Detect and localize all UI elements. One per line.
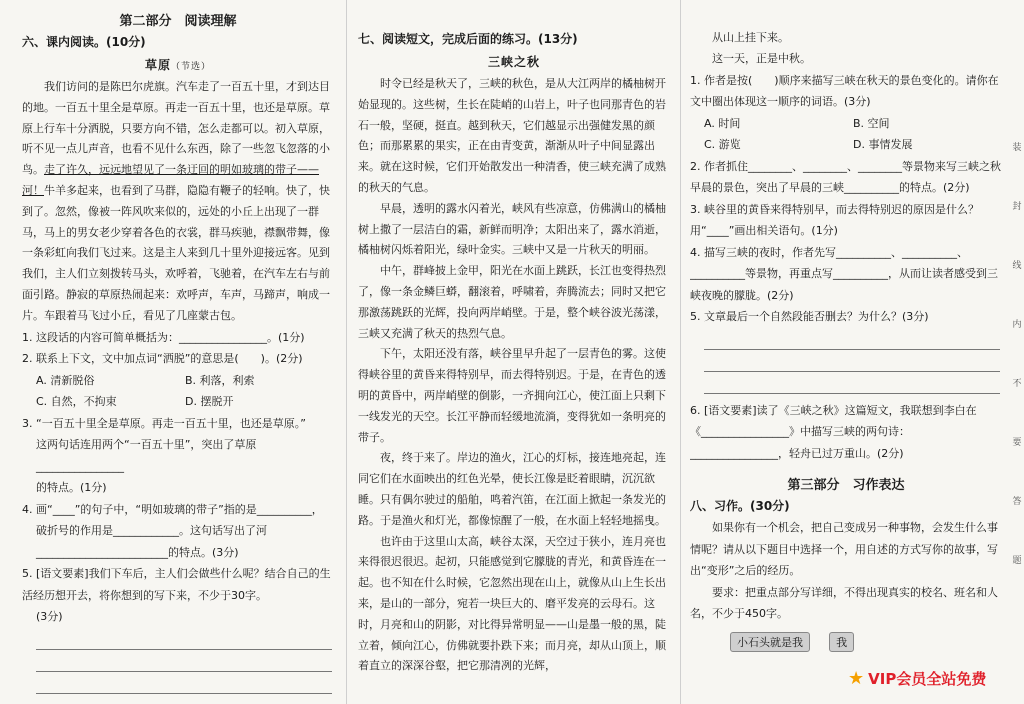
gorges-question-1: 1. 作者是按( )顺序来描写三峡在秋天的景色变化的。请你在文中圈出体现这一顺序的词语。(3分) (690, 73, 999, 109)
essay-topic-list (690, 631, 1002, 652)
question-1: 1. 这段话的内容可简单概括为：________________。(1分) (22, 330, 305, 344)
gorges-question-6: 6. [语文要素]读了《三峡之秋》这篇短文，我联想到李白在《________________》中描写三峡的两句诗：________________，轻舟已过万重山。(2分) (690, 403, 977, 460)
column-middle (358, 0, 670, 704)
gorges-question-3: 3. 峡谷里的黄昏来得特别早，而去得特别迟的原因是什么？用“____”画出相关语句。(1分) (690, 202, 979, 238)
story-title-grassland (22, 56, 334, 73)
margin-char: 要 (1012, 438, 1022, 448)
essay-prompt: 如果你有一个机会，把自己变成另一种事物，会发生什么事情呢？请从以下题目中选择一个，用自述的方式写你的故事，写出“变形”之后的经历。 (690, 521, 998, 578)
passage-end: 从山上挂下来。 (712, 31, 789, 44)
column-left (22, 0, 334, 704)
question-5: 5. [语文要素]我们下车后，主人们会做些什么呢？结合自己的生活经历想开去，将你想到的写下来，不少于30字。 (22, 567, 331, 602)
question-4-line-3: ________________________的特点。(3分) (36, 545, 239, 559)
option-a[interactable]: A. 清新脱俗 (36, 373, 95, 387)
answer-line[interactable] (704, 328, 1000, 350)
option-b[interactable]: B. 利落，利索 (185, 373, 255, 387)
margin-char: 封 (1012, 202, 1022, 212)
story-title-note: （节选） (171, 62, 212, 72)
part-two-title: 第二部分 阅读理解 (119, 14, 237, 29)
question-3-line-1: 3. “一百五十里全是草原。再走一百五十里，也还是草原。” (22, 416, 306, 430)
question-5-points: (3分) (36, 610, 63, 624)
vip-watermark-text: VIP会员全站免费 (868, 670, 987, 688)
question-3-line-3: 的特点。(1分) (36, 481, 107, 495)
column-divider (680, 0, 681, 704)
gorges-paragraph: 夜，终于来了。岸边的渔火，江心的灯标，接连地亮起，连同它们在水面映出的红色光晕，使长江像是眨着眼睛，沉沉欲睡。只有偶尔驶过的船舶，鸣着汽笛，在江面上掀起一条发光的路。于是渔火和灯光，都像惊醒了一般，在水面上轻轻地摇曳。 (358, 451, 666, 527)
essay-topic-chip[interactable]: 小石头就是我 (730, 632, 810, 652)
option-d[interactable]: D. 事情发展 (853, 138, 913, 152)
section-seven-label: 七、阅读短文，完成后面的练习。(13分) (358, 32, 578, 46)
answer-line[interactable] (36, 650, 332, 672)
part-three-title: 第三部分 习作表达 (787, 478, 905, 494)
column-divider (346, 0, 347, 704)
option-a[interactable]: A. 时间 (704, 116, 741, 130)
gorges-paragraph: 时令已经是秋天了，三峡的秋色，是从大江两岸的橘柚树开始显现的。这些树，生长在陡峭的山岩上，叶子也同那青色的岩石一般，坚硬，挺直。越到秋天，它们越显示出强健发黑的颜色；而那累累的果实，正在由青变黄，渐渐从叶子中间显露出来。就在这时候，它们开始散发出一种清香，使三峡充满了成熟的秋天的气息。 (358, 77, 666, 194)
question-3-line-2: 这两句话连用两个“一百五十里”，突出了草原________________ (36, 438, 257, 473)
passage-text-before: 我们访问的是陈巴尔虎旗。汽车走了一百五十里，才到达目的地。一百五十里全是草原。再走一百五十里，也还是草原。草原上行车十分洒脱，只要方向不错，怎么走都可以。初入草原，听不见一点儿声音，也看不见什么东西，除了一些忽飞忽落的小鸟。 (22, 80, 330, 177)
story-title-three-gorges: 三峡之秋 (487, 55, 540, 69)
essay-topic-chip[interactable]: 我 (829, 632, 854, 652)
margin-char: 装 (1012, 143, 1022, 153)
gorges-paragraph: 中午，群峰披上金甲，阳光在水面上跳跃，长江也变得热烈了，像一条金鳞巨蟒，翻滚着，呼啸着，奔腾流去；同时又把它那激荡跳跃的光辉，投向两岸峭壁。于是，整个峡谷波光荡漾，三峡又充满了秋天的热烈气息。 (358, 264, 666, 340)
question-2-options (22, 370, 334, 413)
question-4-line-1: 4. 画“____”的句子中，“明如玻璃的带子”指的是__________， (22, 502, 323, 516)
gorges-paragraph: 早晨，透明的露水闪着光，峡风有些凉意，仿佛满山的橘柚树上撒了一层洁白的霜，新鲜而明净；太阳出来了，露水消逝，橘柚树闪烁着阳光，绿叶金实。三峡中又是一片秋天的明丽。 (358, 201, 666, 257)
passage-text-after: 牛羊多起来，也看到了马群，隐隐有鞭子的轻响。快了，快到了。忽然，像被一阵风吹来似的，远处的小丘上出现了一群马，马上的男女老少穿着各色的衣裳，群马疾驰，襟飘带舞，像一条彩虹向我们飞过来。这是主人来到几十里外迎接远客。见到我们，主人们立刻拨转马头，欢呼着，飞驰着，在汽车左右与前面引路。静寂的草原热闹起来：欢呼声，车声，马蹄声，响成一片。车跟着马飞过小丘，看见了几座蒙古包。 (22, 183, 330, 322)
option-d[interactable]: D. 摆脱开 (185, 395, 234, 409)
column-right (690, 0, 1002, 704)
gorges-question-1-options (690, 113, 1002, 156)
question-4-line-2: 破折号的作用是____________。这句话写出了河 (36, 524, 267, 538)
margin-char: 答 (1012, 497, 1022, 507)
margin-char: 不 (1012, 379, 1022, 389)
section-eight-label: 八、习作。(30分) (690, 499, 790, 514)
star-icon: ★ (848, 668, 865, 689)
margin-char: 内 (1012, 320, 1022, 330)
gorges-paragraph: 也许由于这里山太高，峡谷太深，天空过于狭小，连月亮也来得很迟很迟。起初，只能感觉到它朦胧的青光，和黄昏连在一起。也不知在什么时候，它忽然出现在山上，就像从山上生长出来，是山的一部分，宛若一块巨大的、磨平发亮的云母石。这时，月亮和山的阴影，对比得异常明显——山是墨一般的黑，陡立着，倾向江心，仿佛就要扑跌下来；而月亮，却从山顶上，顺着直立的深深谷壑，把它那清冽的光辉， (358, 534, 666, 673)
gorges-question-2: 2. 作者抓住________、________、________等景物来写三峡之秋早晨的景色，突出了早晨的三峡__________的特点。(2分) (690, 159, 1001, 195)
story-title-text: 草原 (144, 58, 171, 72)
passage-last-line: 这一天，正是中秋。 (712, 51, 811, 65)
answer-line[interactable] (704, 350, 1000, 372)
passage-underlined-sentence: 走了许久，远远地望见了一条迂回的明如玻璃的带子——河！ (22, 163, 319, 197)
essay-requirements: 要求：把重点部分写详细，不得出现真实的校名、班名和人名，不少于450字。 (690, 585, 998, 621)
option-c[interactable]: C. 自然，不拘束 (36, 395, 117, 409)
gorges-paragraph: 下午，太阳还没有落，峡谷里早升起了一层青色的雾。这使得峡谷里的黄昏来得特别早，而去得特别迟。于是，在青色的透明的黄昏中，两岸峭壁的倒影，一齐拥向江心，使江面上只剩下一线发光的天空。长江平静而轻缓地流淌，变得犹如一条明亮的带子。 (358, 347, 666, 444)
option-c[interactable]: C. 游览 (704, 138, 741, 152)
binding-margin-text (1010, 140, 1024, 566)
answer-line[interactable] (36, 672, 332, 694)
margin-char: 线 (1012, 261, 1022, 271)
gorges-question-4: 4. 描写三峡的夜时，作者先写__________、__________、__________等景物，再重点写__________，从而让读者感受到三峡夜晚的朦胧。(2分) (690, 245, 998, 302)
question-2: 2. 联系上下文，文中加点词“洒脱”的意思是( )。(2分) (22, 352, 303, 366)
option-b[interactable]: B. 空间 (853, 116, 890, 130)
vip-watermark (848, 668, 986, 689)
answer-line[interactable] (36, 628, 332, 650)
margin-char: 题 (1012, 556, 1022, 566)
section-six-label: 六、课内阅读。(10分) (22, 35, 146, 49)
grassland-passage (22, 77, 334, 327)
answer-line[interactable] (704, 372, 1000, 394)
gorges-question-5: 5. 文章最后一个自然段能否删去？为什么？(3分) (690, 310, 929, 324)
